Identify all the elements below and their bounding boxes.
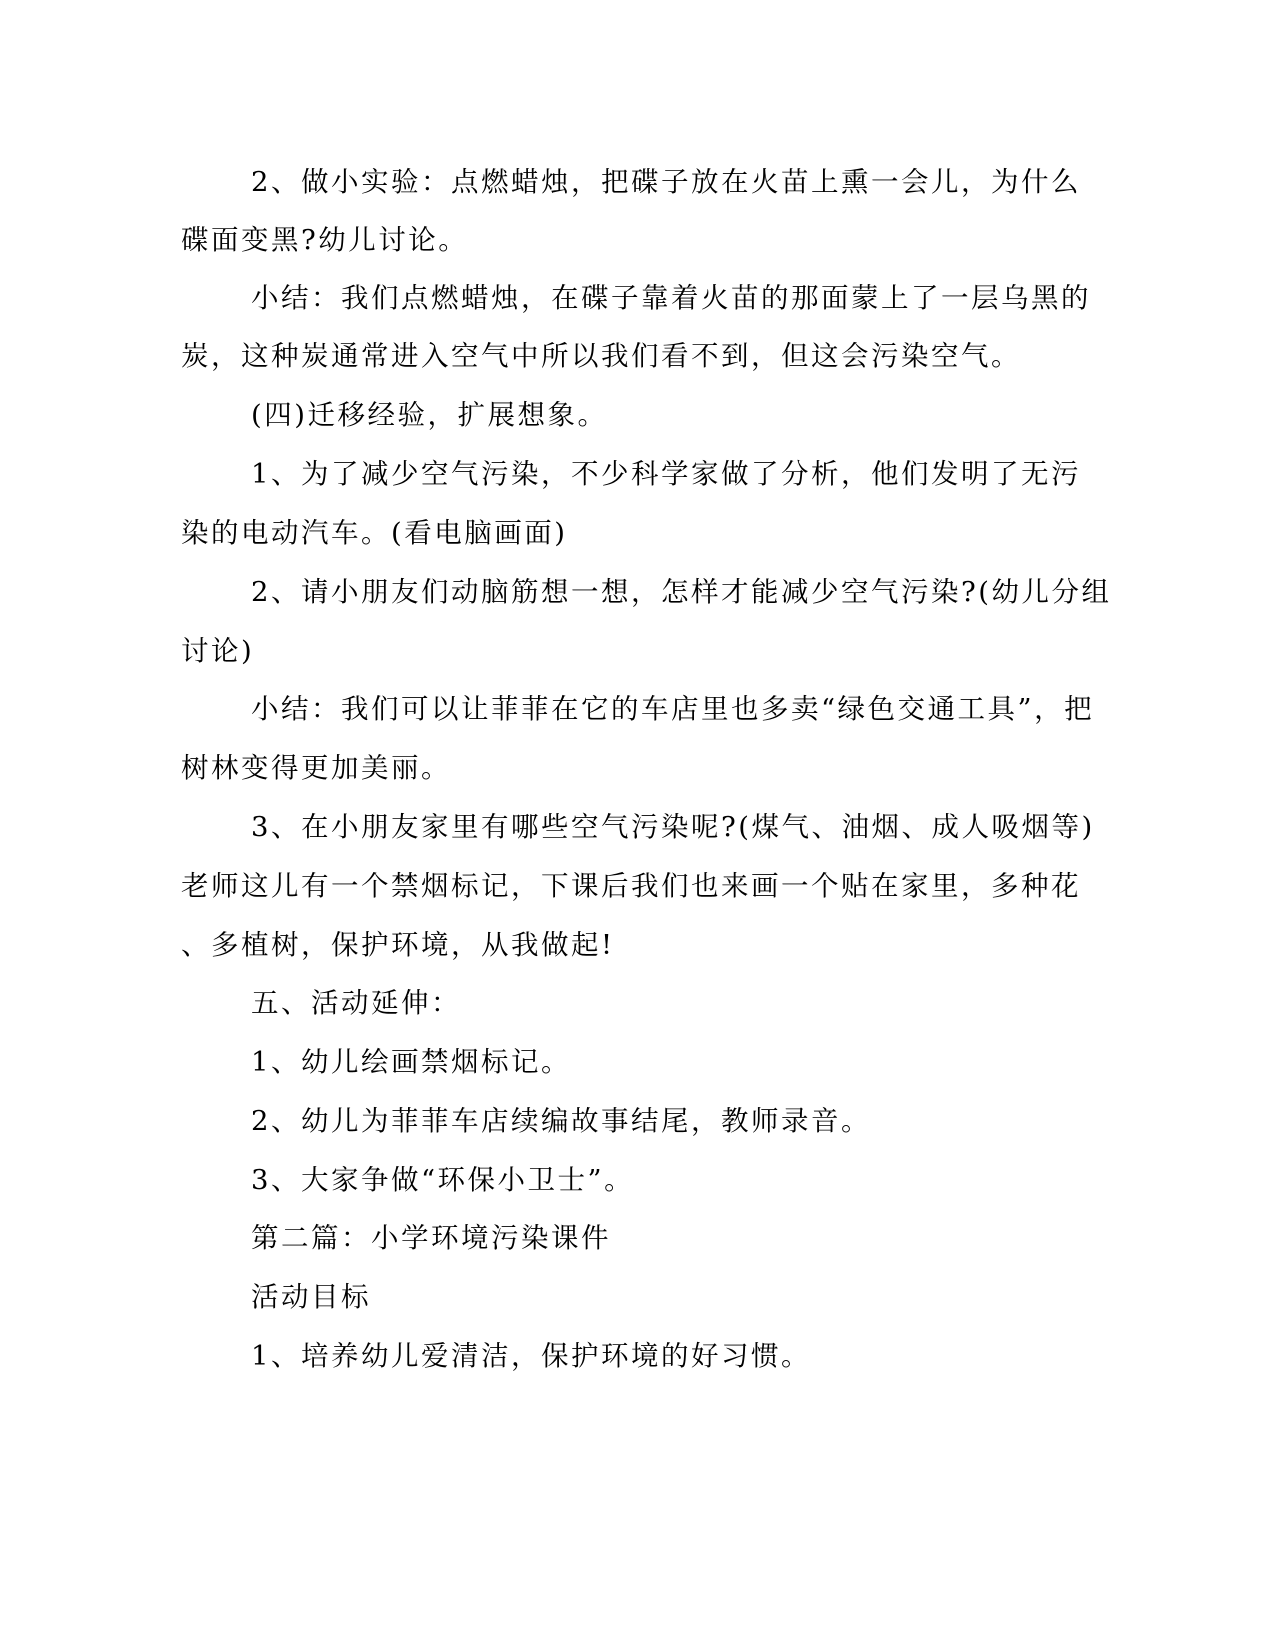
text-line: 1、培养幼儿爱清洁，保护环境的好习惯。 xyxy=(251,1340,811,1372)
text-line: 2、请小朋友们动脑筋想一想，怎样才能减少空气污染?(幼儿分组 xyxy=(251,576,1112,608)
text-line: 五、活动延伸： xyxy=(251,987,461,1019)
text-line: 树林变得更加美丽。 xyxy=(181,752,451,784)
text-line: 2、幼儿为菲菲车店续编故事结尾，教师录音。 xyxy=(251,1105,871,1137)
text-line: 老师这儿有一个禁烟标记，下课后我们也来画一个贴在家里，多种花 xyxy=(181,870,1081,902)
text-line: 3、在小朋友家里有哪些空气污染呢?(煤气、油烟、成人吸烟等) xyxy=(251,811,1095,843)
text-line: 、多植树，保护环境，从我做起! xyxy=(181,929,615,961)
text-line: (四)迁移经验，扩展想象。 xyxy=(251,399,608,431)
text-line: 碟面变黑?幼儿讨论。 xyxy=(181,224,469,256)
text-line: 3、大家争做“环保小卫士”。 xyxy=(251,1164,635,1196)
text-line: 1、为了减少空气污染，不少科学家做了分析，他们发明了无污 xyxy=(251,458,1081,490)
text-line: 小结：我们可以让菲菲在它的车店里也多卖“绿色交通工具”，把 xyxy=(251,693,1095,725)
text-line: 炭，这种炭通常进入空气中所以我们看不到，但这会污染空气。 xyxy=(181,340,1021,372)
section-heading: 第二篇：小学环境污染课件 xyxy=(251,1222,611,1254)
text-line: 染的电动汽车。(看电脑画面) xyxy=(181,517,568,549)
text-line: 1、幼儿绘画禁烟标记。 xyxy=(251,1046,571,1078)
text-line: 讨论) xyxy=(181,635,255,667)
subsection-heading: 活动目标 xyxy=(251,1281,371,1313)
text-line: 小结：我们点燃蜡烛，在碟子靠着火苗的那面蒙上了一层乌黑的 xyxy=(251,282,1091,314)
text-line: 2、做小实验：点燃蜡烛，把碟子放在火苗上熏一会儿，为什么 xyxy=(251,166,1081,198)
